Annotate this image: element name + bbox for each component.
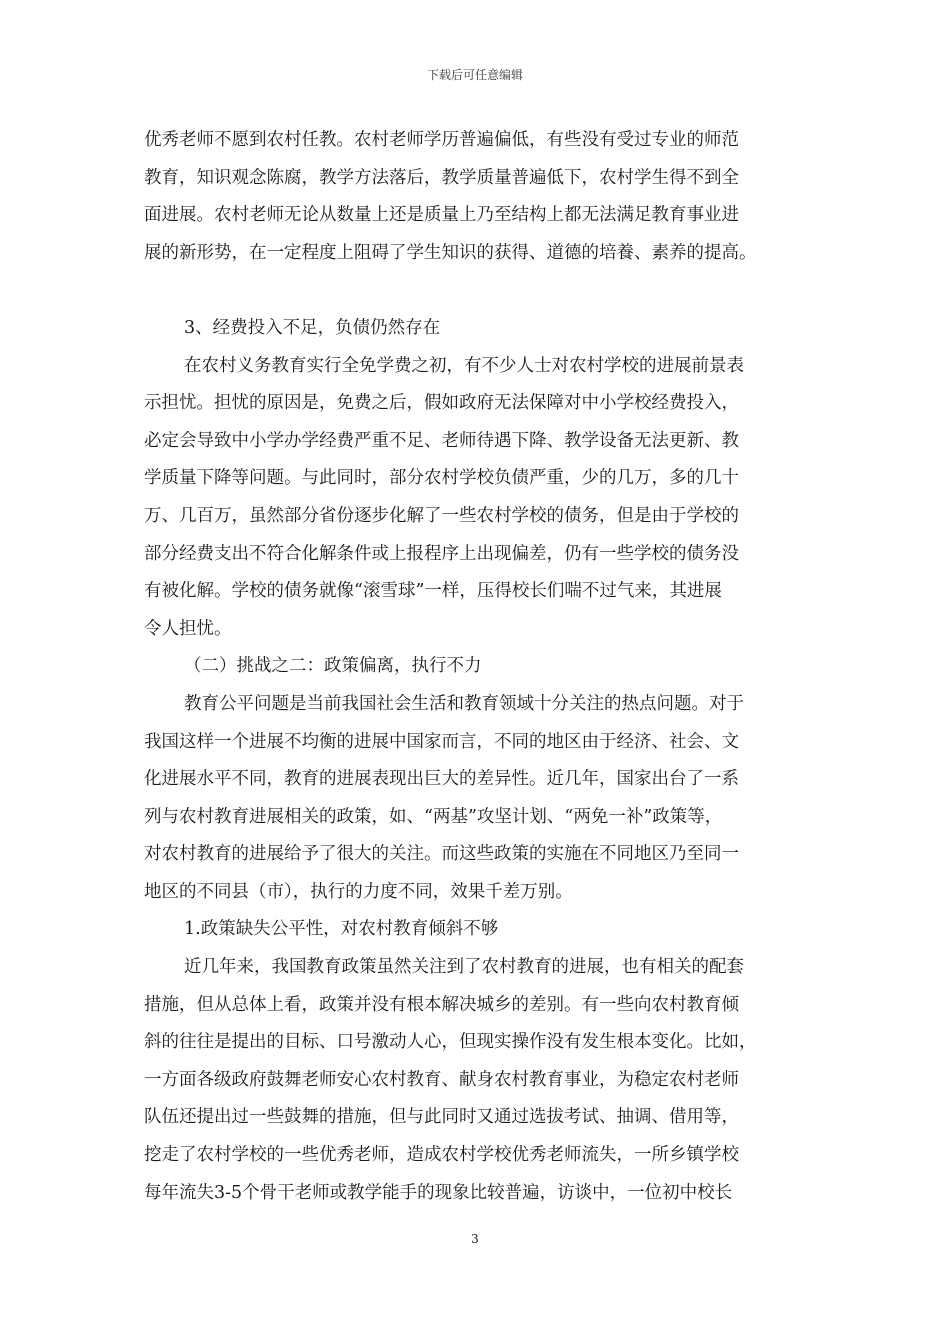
- paragraph-line: 斜的往往是提出的目标、口号激动人心，但现实操作没有发生根本变化。比如，: [144, 1032, 757, 1053]
- paragraph-line: 挖走了农村学校的一些优秀老师，造成农村学校优秀老师流失，一所乡镇学校: [144, 1145, 739, 1166]
- paragraph-line: 优秀老师不愿到农村任教。农村老师学历普遍偏低，有些没有受过专业的师范: [144, 130, 739, 150]
- section-heading: 3、经费投入不足，负债仍然存在: [184, 317, 441, 338]
- page-header: 下载后可任意编辑: [426, 68, 523, 82]
- paragraph-line: 展的新形势，在一定程度上阻碍了学生知识的获得、道德的培養、素养的提高。: [144, 242, 757, 263]
- section-heading: 1.政策缺失公平性，对农村教育倾斜不够: [184, 919, 499, 940]
- paragraph-line: 在农村义务教育实行全免学费之初，有不少人士对农村学校的进展前景表: [184, 355, 744, 376]
- paragraph-line: 近几年来，我国教育政策虽然关注到了农村教育的进展，也有相关的配套: [184, 957, 744, 978]
- paragraph-line: 每年流失3-5个骨干老师或教学能手的现象比较普遍，访谈中，一位初中校长: [144, 1182, 733, 1203]
- page-number: 3: [471, 1232, 479, 1246]
- paragraph-line: 学质量下降等问题。与此同时，部分农村学校负债严重，少的几万，多的几十: [144, 468, 739, 489]
- document-body: [144, 122, 820, 1212]
- paragraph-gap: [144, 272, 820, 310]
- paragraph-line: 化进展水平不同，教育的进展表现出巨大的差异性。近几年，国家出台了一系: [144, 769, 739, 790]
- paragraph-line: 教育公平问题是当前我国社会生活和教育领域十分关注的热点问题。对于: [184, 693, 744, 714]
- paragraph-line: 令人担忧。: [144, 618, 232, 639]
- paragraph-line: 一方面各级政府鼓舞老师安心农村教育、献身农村教育事业，为稳定农村老师: [144, 1069, 739, 1090]
- paragraph-line: 面进展。农村老师无论从数量上还是质量上乃至结构上都无法满足教育事业进: [144, 205, 739, 226]
- paragraph-line: 地区的不同县（市），执行的力度不同，效果千差万别。: [144, 881, 573, 902]
- paragraph-line: 示担忧。担忧的原因是，免费之后，假如政府无法保障对中小学校经费投入，: [144, 393, 739, 414]
- paragraph-line: 队伍还提出过一些鼓舞的措施，但与此同时又通过选拔考试、抽调、借用等，: [144, 1107, 739, 1128]
- paragraph-line: 措施，但从总体上看，政策并没有根本解决城乡的差别。有一些向农村教育倾: [144, 994, 739, 1015]
- section-heading: （二）挑战之二：政策偏离，执行不力: [184, 656, 482, 677]
- paragraph-line: 部分经费支出不符合化解条件或上报程序上出现偏差，仍有一些学校的债务没: [144, 543, 739, 564]
- paragraph-line: 我国这样一个进展不均衡的进展中国家而言，不同的地区由于经济、社会、文: [144, 731, 739, 752]
- paragraph-line: 必定会导致中小学办学经费严重不足、老师待遇下降、教学设备无法更新、教: [144, 430, 739, 451]
- paragraph-line: 对农村教育的进展给予了很大的关注。而这些政策的实施在不同地区乃至同一: [144, 844, 739, 865]
- paragraph-line: 有被化解。学校的债务就像“滚雪球”一样，压得校长们喘不过气来，其进展: [144, 581, 722, 602]
- paragraph-line: 列与农村教育进展相关的政策，如、“两基”攻坚计划、“两免一补”政策等，: [144, 806, 723, 827]
- paragraph-line: 万、几百万，虽然部分省份逐步化解了一些农村学校的债务，但是由于学校的: [144, 505, 739, 526]
- paragraph-line: 教育，知识观念陈腐，教学方法落后，教学质量普遍低下，农村学生得不到全: [144, 167, 739, 188]
